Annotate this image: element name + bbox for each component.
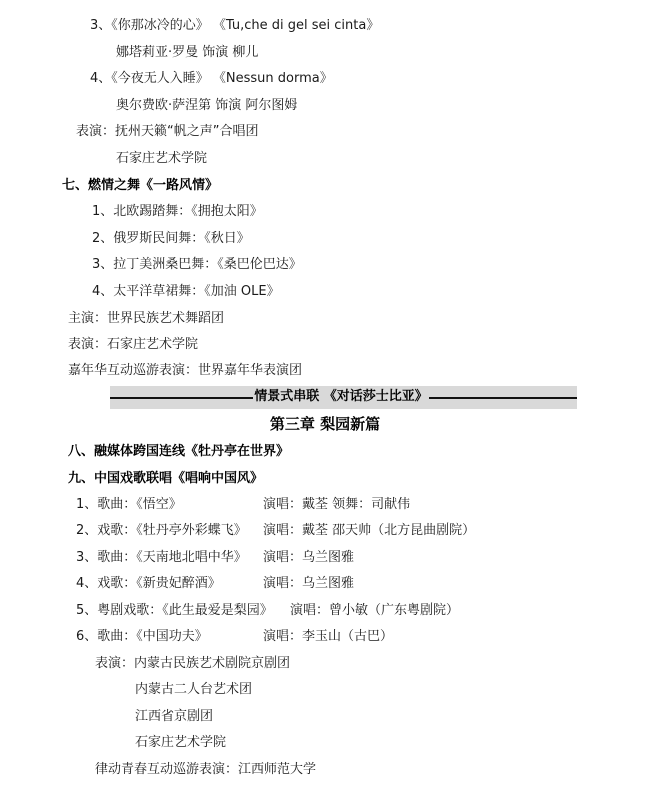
interlude-banner [110, 386, 577, 409]
dance-item-2: 2、俄罗斯民间舞：《秋日》 [92, 231, 250, 246]
performers-line [95, 655, 290, 673]
item-title: 《今夜无人入睡》 《Nessun dorma》 [111, 71, 333, 86]
program-item-4-cast: 奥尔费欧·萨涅第 饰演 阿尔图姆 [116, 98, 298, 113]
divider [110, 397, 253, 399]
performers-line [76, 123, 259, 141]
interlude-label: 情景式串联 《对话莎士比亚》 [254, 389, 428, 404]
dance-item-3: 3、拉丁美洲桑巴舞：《桑巴伦巴达》 [92, 257, 302, 272]
program-item-3-cast: 娜塔莉亚·罗曼 饰演 柳儿 [116, 45, 259, 60]
item-number: 3、 [90, 18, 112, 33]
program-item-3 [90, 17, 379, 35]
song-title: 2、戏歌：《牡丹亭外彩蝶飞》 [76, 523, 247, 538]
song-title: 1、歌曲：《悟空》 [76, 497, 182, 512]
song-title: 3、歌曲：《天南地北唱中华》 [76, 550, 247, 565]
dance-item-4: 4、太平洋草裙舞：《加油 OLE》 [92, 284, 280, 299]
song-singer: 演唱：李玉山（古巴） [263, 629, 394, 644]
performer: 江西省京剧团 [135, 709, 214, 724]
song-title: 5、粤剧戏歌：《此生最爱是梨园》 [76, 603, 273, 618]
song-singer: 演唱：戴荃 领舞：司献伟 [263, 497, 411, 512]
performer: 内蒙古民族艺术剧院京剧团 [134, 656, 291, 671]
lead-performers: 主演：世界民族艺术舞蹈团 [68, 311, 225, 326]
song-title: 4、戏歌：《新贵妃醉酒》 [76, 576, 221, 591]
performers-label: 表演： [76, 124, 116, 139]
item-number: 4、 [90, 71, 112, 86]
song-singer: 演唱：戴荃 邵天帅（北方昆曲剧院） [263, 523, 476, 538]
performer: 石家庄艺术学院 [135, 735, 227, 750]
performers-label: 表演： [95, 656, 135, 671]
youth-performers: 律动青春互动巡游表演：江西师范大学 [95, 762, 317, 777]
performer: 抚州天籁“帆之声”合唱团 [115, 124, 259, 139]
carnival-performers: 嘉年华互动巡游表演：世界嘉年华表演团 [68, 363, 303, 378]
section-heading-nine: 九、中国戏歌联唱《唱响中国风》 [68, 471, 264, 486]
divider [429, 397, 577, 399]
performers-line: 表演：石家庄艺术学院 [68, 337, 199, 352]
song-singer: 演唱：乌兰图雅 [263, 550, 355, 565]
section-heading-seven: 七、燃情之舞《一路风情》 [62, 178, 219, 193]
item-title: 《你那冰冷的心》 《Tu,che di gel sei cinta》 [111, 18, 380, 33]
chapter-title: 第三章 梨园新篇 [269, 415, 381, 433]
dance-item-1: 1、北欧踢踏舞：《拥抱太阳》 [92, 204, 263, 219]
program-item-4 [90, 70, 333, 88]
song-title: 6、歌曲：《中国功夫》 [76, 629, 208, 644]
performer: 内蒙古二人台艺术团 [135, 682, 253, 697]
performer: 石家庄艺术学院 [116, 151, 208, 166]
song-singer: 演唱：乌兰图雅 [263, 576, 355, 591]
song-singer: 演唱：曾小敏（广东粤剧院） [290, 603, 460, 618]
section-heading-eight: 八、融媒体跨国连线《牡丹亭在世界》 [68, 444, 290, 459]
